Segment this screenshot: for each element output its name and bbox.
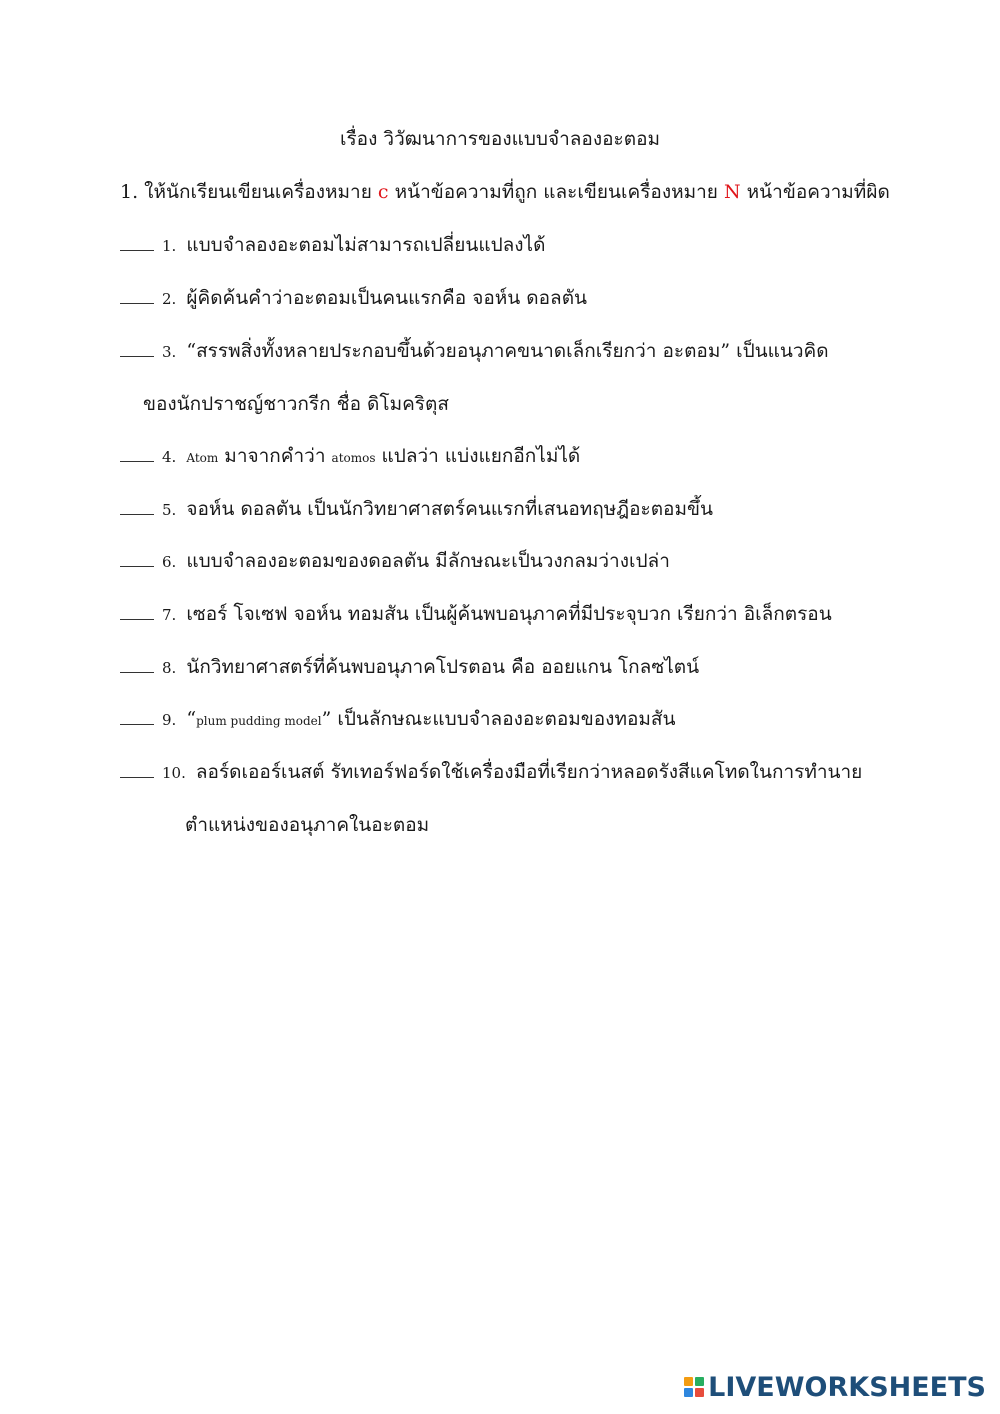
logo-squares-icon	[684, 1377, 704, 1397]
answer-blank-10[interactable]	[120, 759, 154, 778]
liveworksheets-logo[interactable]	[684, 1372, 986, 1402]
question-term: atomos	[331, 451, 376, 465]
answer-blank-7[interactable]	[120, 601, 154, 620]
answer-blank-8[interactable]	[120, 654, 154, 673]
question-number: 9.	[162, 711, 177, 729]
question-quote-open: “	[186, 708, 197, 730]
question-9	[120, 706, 940, 734]
question-text-mid: มาจากคำว่า	[218, 445, 332, 467]
question-text: ผู้คิดค้นคำว่าอะตอมเป็นคนแรกคือ จอห์น ดอลตัน	[186, 287, 588, 309]
question-text: “สรรพสิ่งทั้งหลายประกอบขึ้นด้วยอนุภาคขนาดเล็กเรียกว่า อะตอม” เป็นแนวคิด	[186, 340, 829, 362]
answer-blank-6[interactable]	[120, 548, 154, 567]
question-number: 8.	[162, 659, 177, 677]
question-text: จอห์น ดอลตัน เป็นนักวิทยาศาสตร์คนแรกที่เสนอทฤษฎีอะตอมขึ้น	[186, 498, 713, 520]
instruction-line	[120, 179, 920, 205]
logo-square	[684, 1388, 693, 1397]
question-7	[120, 601, 940, 628]
logo-text: LIVEWORKSHEETS	[708, 1371, 986, 1403]
question-10-continuation: ตำแหน่งของอนุภาคในอะตอม	[185, 814, 430, 836]
question-text: แบบจำลองอะตอมของดอลตัน มีลักษณะเป็นวงกลมว่างเปล่า	[186, 550, 670, 572]
question-number: 6.	[162, 553, 177, 571]
question-3-continuation: ของนักปราชญ์ชาวกรีก ชื่อ ดิโมคริตุส	[143, 393, 449, 415]
question-number: 5.	[162, 501, 177, 519]
answer-blank-4[interactable]	[120, 443, 154, 462]
logo-square	[695, 1377, 704, 1386]
mark-c: c	[377, 181, 389, 203]
question-text: แปลว่า แบ่งแยกอีกไม่ได้	[375, 445, 581, 467]
question-4	[120, 443, 940, 471]
question-text: ” เป็นลักษณะแบบจำลองอะตอมของทอมสัน	[321, 708, 676, 730]
question-term: plum pudding model	[196, 714, 322, 728]
question-2	[120, 285, 940, 312]
question-8	[120, 654, 940, 681]
question-text: ลอร์ดเออร์เนสต์ รัทเทอร์ฟอร์ดใช้เครื่องมือที่เรียกว่าหลอดรังสีแคโทดในการทำนาย	[195, 761, 863, 783]
question-number: 1.	[162, 237, 177, 255]
question-10	[120, 759, 940, 786]
question-1	[120, 232, 940, 259]
question-number: 4.	[162, 448, 177, 466]
answer-blank-9[interactable]	[120, 706, 154, 725]
question-number: 10.	[162, 764, 186, 782]
question-number: 7.	[162, 606, 177, 624]
question-6	[120, 548, 940, 575]
answer-blank-5[interactable]	[120, 496, 154, 515]
instruction-prefix: 1. ให้นักเรียนเขียนเครื่องหมาย	[120, 181, 378, 203]
logo-square	[695, 1388, 704, 1397]
question-text: นักวิทยาศาสตร์ที่ค้นพบอนุภาคโปรตอน คือ ออยแกน โกลซไตน์	[186, 656, 700, 678]
question-term: Atom	[186, 451, 219, 465]
logo-square	[684, 1377, 693, 1386]
answer-blank-2[interactable]	[120, 285, 154, 304]
question-number: 2.	[162, 290, 177, 308]
question-5	[120, 496, 940, 523]
mark-n: N	[723, 181, 741, 203]
question-number: 3.	[162, 343, 177, 361]
answer-blank-1[interactable]	[120, 232, 154, 251]
instruction-suffix: หน้าข้อความที่ผิด	[740, 181, 890, 203]
question-text: เซอร์ โจเซฟ จอห์น ทอมสัน เป็นผู้ค้นพบอนุภาคที่มีประจุบวก เรียกว่า อิเล็กตรอน	[186, 603, 832, 625]
question-3	[120, 338, 940, 365]
worksheet-title: เรื่อง วิวัฒนาการของแบบจำลองอะตอม	[339, 128, 661, 150]
answer-blank-3[interactable]	[120, 338, 154, 357]
instruction-middle: หน้าข้อความที่ถูก และเขียนเครื่องหมาย	[388, 181, 724, 203]
question-text: แบบจำลองอะตอมไม่สามารถเปลี่ยนแปลงได้	[186, 234, 546, 256]
